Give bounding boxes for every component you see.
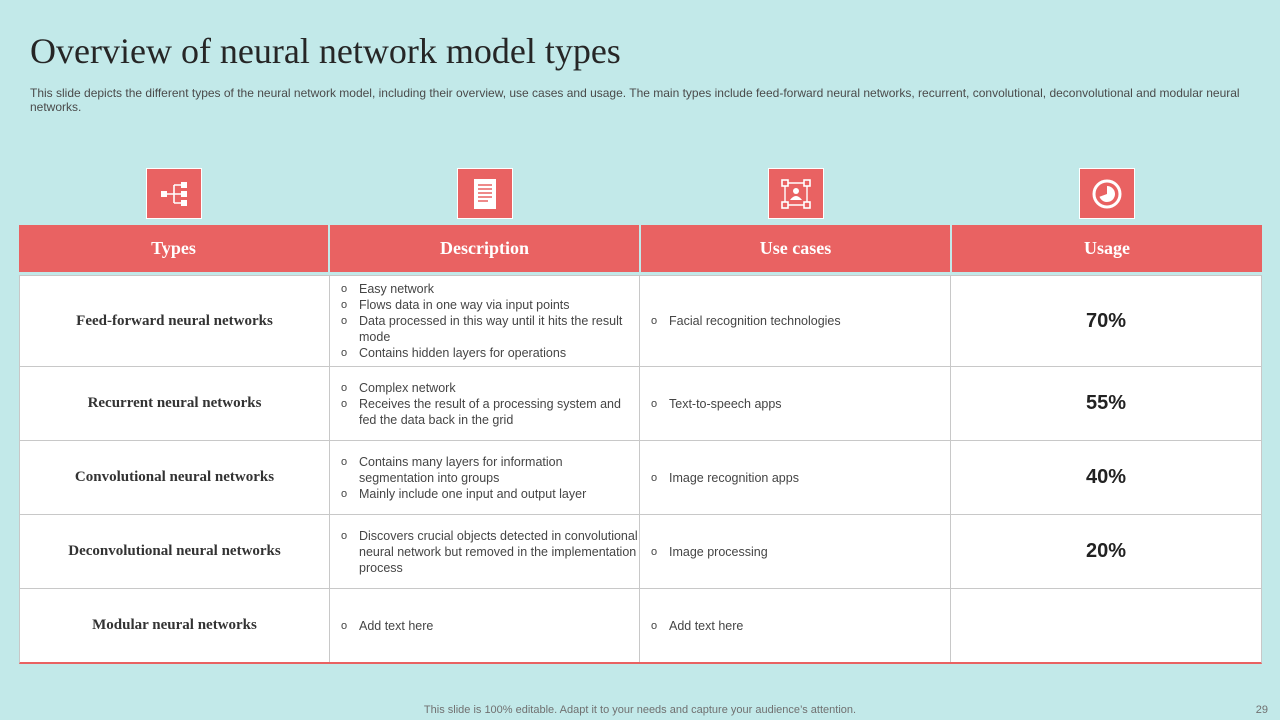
- description-cell: [330, 589, 640, 662]
- description-item: o Contains hidden layers for operations: [340, 345, 639, 361]
- use-cases-cell: [640, 276, 951, 366]
- description-item: o Complex network: [340, 380, 639, 396]
- table-row: [20, 589, 1261, 662]
- description-item: o Add text here: [340, 618, 433, 634]
- model-types-table: [19, 275, 1262, 664]
- description-item: o Easy network: [340, 281, 639, 297]
- table-row: [20, 367, 1261, 441]
- usage-cell: [951, 589, 1261, 662]
- description-cell: [330, 515, 640, 588]
- description-cell: [330, 367, 640, 440]
- description-cell: [330, 276, 640, 366]
- table-row: [20, 276, 1261, 367]
- use-cases-cell: [640, 367, 951, 440]
- network-user-icon: [780, 178, 812, 210]
- description-item: o Contains many layers for information segmentation into groups: [340, 454, 639, 486]
- usage-cell: 40%: [1085, 466, 1127, 488]
- type-cell: Convolutional neural networks: [20, 441, 330, 514]
- usage-cell: 20%: [1085, 540, 1127, 562]
- page-number: 29: [1255, 704, 1268, 716]
- hierarchy-icon: [159, 179, 189, 209]
- use-cases-cell: [640, 441, 951, 514]
- type-cell: Recurrent neural networks: [20, 367, 330, 440]
- use-cases-cell: [640, 589, 951, 662]
- document-icon: [470, 177, 500, 211]
- header-description: Description: [330, 225, 641, 272]
- type-cell: Deconvolutional neural networks: [20, 515, 330, 588]
- header-use-cases: Use cases: [641, 225, 952, 272]
- description-item: o Flows data in one way via input points: [340, 297, 639, 313]
- description-item: o Data processed in this way until it hits the result mode: [340, 313, 639, 345]
- use-case-item: o Image recognition apps: [650, 470, 799, 486]
- type-cell: Feed-forward neural networks: [20, 276, 330, 366]
- description-cell: [330, 441, 640, 514]
- use-case-item: o Add text here: [650, 618, 743, 634]
- header-types: Types: [19, 225, 330, 272]
- use-case-item: o Image processing: [650, 544, 768, 560]
- document-icon-box: [457, 168, 513, 219]
- network-user-icon-box: [768, 168, 824, 219]
- table-row: [20, 515, 1261, 589]
- header-usage: Usage: [952, 225, 1262, 272]
- slide-subtitle: This slide depicts the different types of the neural network model, including their overview, use cases and usage. The main types include feed-forward neural networks, recurrent, convolutional, deconvolutional and modular neural networks.: [30, 86, 1240, 114]
- pie-chart-icon-box: [1079, 168, 1135, 219]
- usage-cell: 70%: [1085, 309, 1127, 332]
- usage-cell: 55%: [1085, 392, 1127, 414]
- description-item: o Discovers crucial objects detected in convolutional neural network but removed in the implementation process: [340, 528, 639, 576]
- slide-title: Overview of neural network model types: [30, 31, 621, 71]
- table-header: [19, 225, 1262, 272]
- type-cell: Modular neural networks: [20, 589, 330, 662]
- slide-footer: This slide is 100% editable. Adapt it to your needs and capture your audience’s attention.: [423, 704, 857, 716]
- table-row: [20, 441, 1261, 515]
- description-item: o Receives the result of a processing system and fed the data back in the grid: [340, 396, 639, 428]
- use-case-item: o Facial recognition technologies: [650, 313, 841, 329]
- use-cases-cell: [640, 515, 951, 588]
- hierarchy-icon-box: [146, 168, 202, 219]
- pie-chart-icon: [1091, 178, 1123, 210]
- use-case-item: o Text-to-speech apps: [650, 396, 782, 412]
- description-item: o Mainly include one input and output layer: [340, 486, 639, 502]
